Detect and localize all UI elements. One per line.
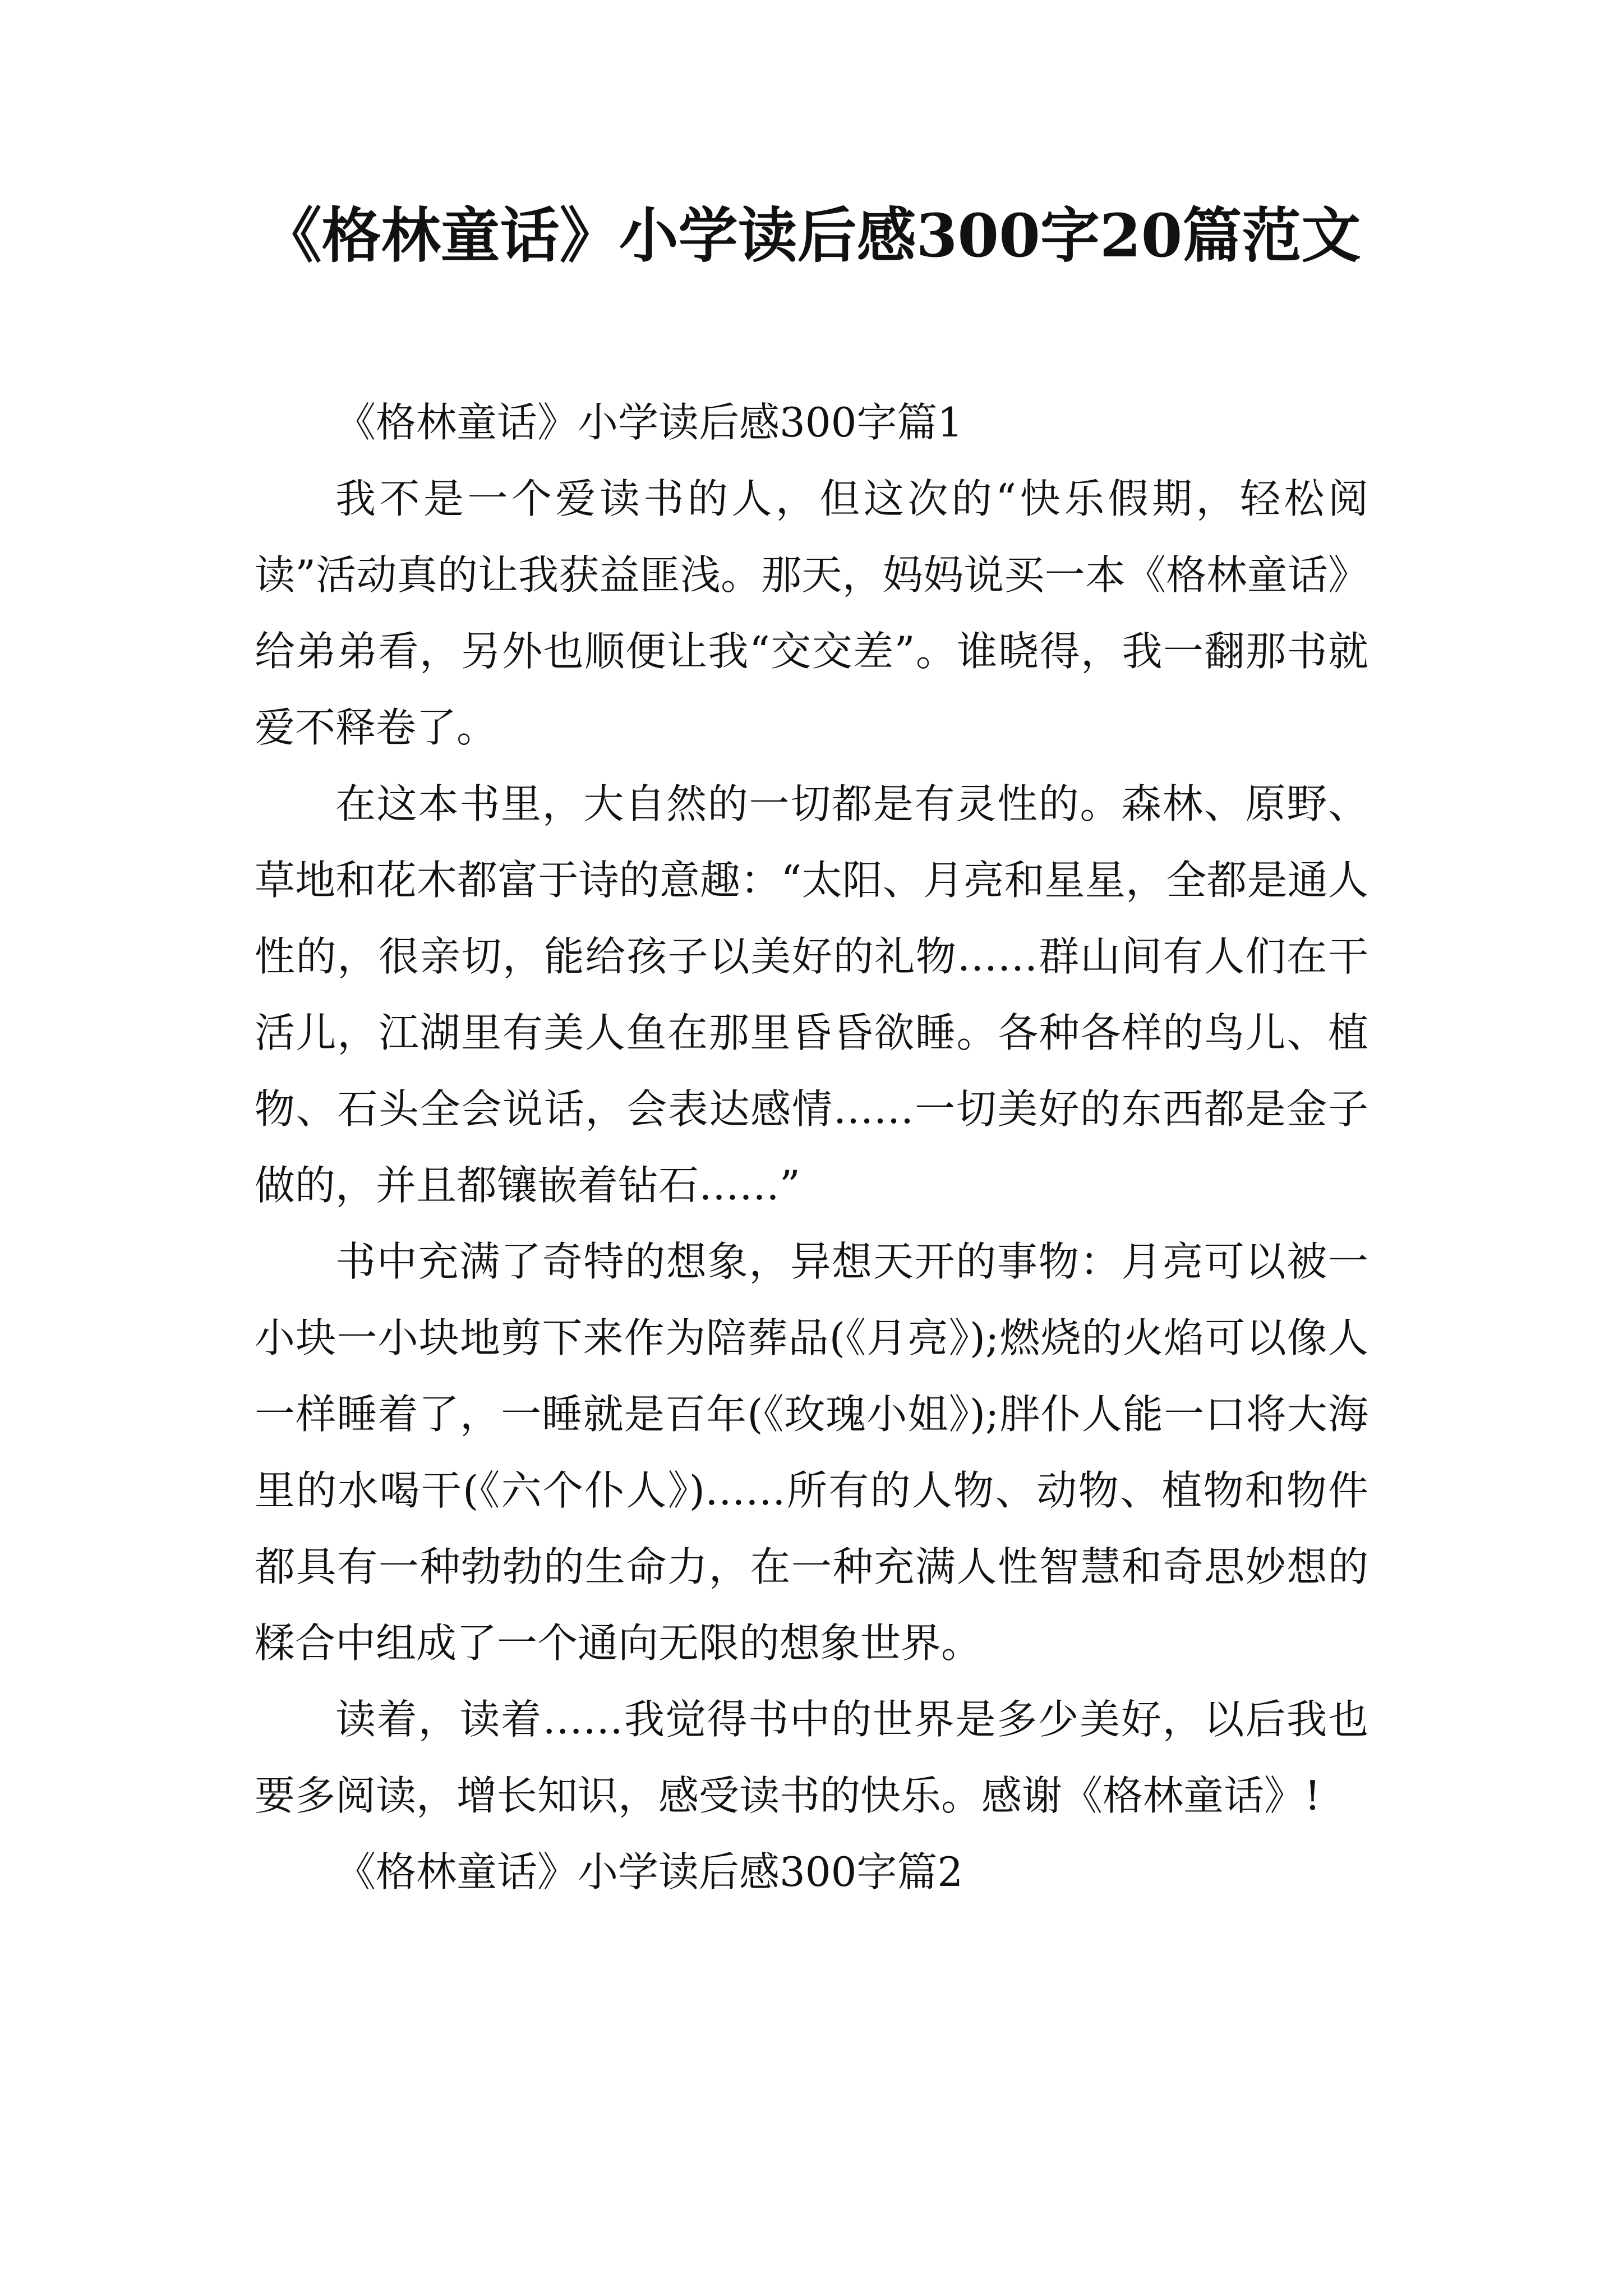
paragraph-3: 书中充满了奇特的想象，异想天开的事物：月亮可以被一小块一小块地剪下来作为陪葬品(《月亮》);燃烧的火焰可以像人一样睡着了，一睡就是百年(《玫瑰小姐》);胖仆人能一口将大海里的水喝干(《六个仆人》)……所有的人物、动物、植物和物件都具有一种勃勃的生命力，在一种充满人性智慧和奇思妙想的糅合中组成了一个通向无限的想象世界。 bbox=[255, 1238, 1368, 1667]
section-heading-1: 《格林童话》小学读后感300字篇1 bbox=[335, 399, 963, 446]
section-heading-2: 《格林童话》小学读后感300字篇2 bbox=[335, 1848, 963, 1895]
paragraph-2: 在这本书里，大自然的一切都是有灵性的。森林、原野、草地和花木都富于诗的意趣：“太阳、月亮和星星，全都是通人性的，很亲切，能给孩子以美好的礼物……群山间有人们在干活儿，江湖里有美人鱼在那里昏昏欲睡。各种各样的鸟儿、植物、石头全会说话，会表达感情……一切美好的东西都是金子做的，并且都镶嵌着钻石……” bbox=[255, 780, 1368, 1209]
document-body bbox=[255, 384, 1368, 1910]
paragraph-1: 我不是一个爱读书的人，但这次的“快乐假期，轻松阅读”活动真的让我获益匪浅。那天，妈妈说买一本《格林童话》给弟弟看，另外也顺便让我“交交差”。谁晓得，我一翻那书就爱不释卷了。 bbox=[255, 475, 1368, 751]
paragraph-4: 读着，读着……我觉得书中的世界是多少美好，以后我也要多阅读，增长知识，感受读书的快乐。感谢《格林童话》! bbox=[255, 1696, 1368, 1819]
document-title: 《格林童话》小学读后感300字20篇范文 bbox=[262, 200, 1361, 270]
